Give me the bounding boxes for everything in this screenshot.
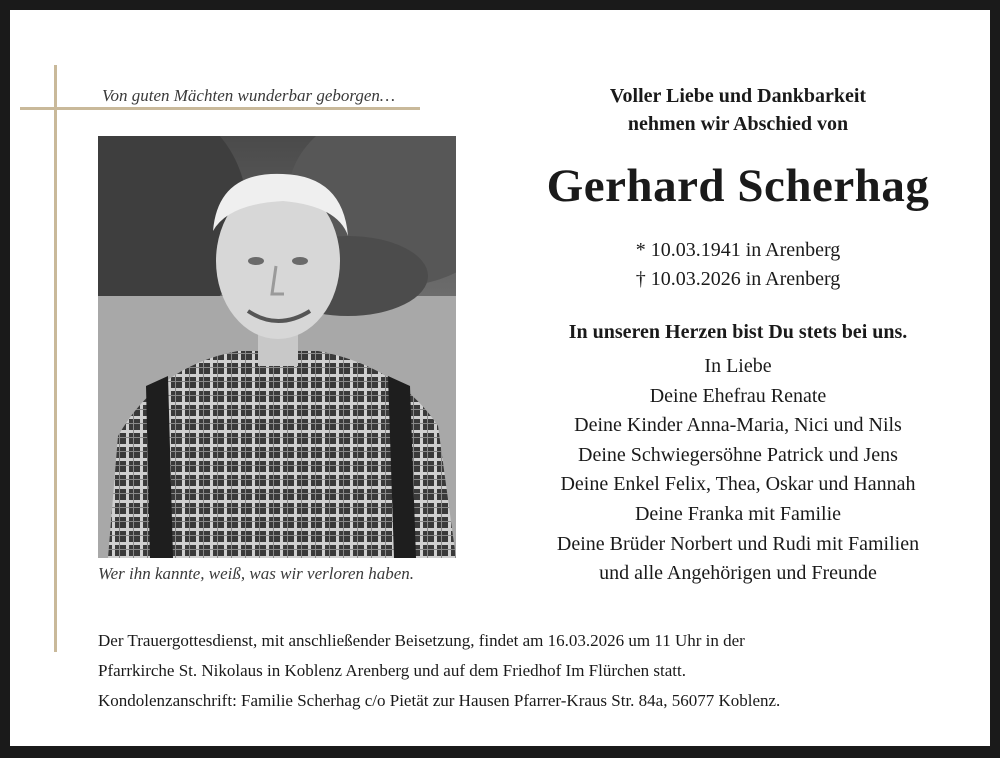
portrait-photo [98,136,456,558]
service-notes [98,626,968,716]
note-line: Der Trauergottesdienst, mit anschließender Beisetzung, findet am 16.03.2026 um 11 Uhr in der [98,631,745,650]
mourner-line: Deine Schwiegersöhne Patrick und Jens [578,443,898,466]
mourner-line: Deine Franka mit Familie [634,502,842,525]
photo-caption: Wer ihn kannte, weiß, was wir verloren haben. [98,564,415,583]
death-date: † 10.03.2026 in Arenberg [635,268,841,290]
life-dates [488,236,988,294]
intro-line: Voller Liebe und Dankbarkeit [609,85,867,107]
obituary-card [10,10,990,746]
mourner-line: und alle Angehörigen und Freunde [599,562,877,585]
cross-horizontal-bar [20,107,420,110]
deceased-name: Gerhard Scherhag [546,160,930,212]
intro-line: nehmen wir Abschied von [627,113,849,135]
mourner-line: In Liebe [704,355,772,377]
cross-vertical-bar [54,65,57,652]
mourner-line: Deine Ehefrau Renate [649,384,827,407]
memorial-line: In unseren Herzen bist Du stets bei uns. [568,321,908,343]
condolence-address: Kondolenzanschrift: Familie Scherhag c/o Pietät zur Hausen Pfarrer-Kraus Str. 84a, 56077 Koblenz. [98,691,781,710]
motto: Von guten Mächten wunderbar geborgen… [102,86,396,105]
mourner-line: Deine Brüder Norbert und Rudi mit Familien [556,532,920,555]
mourners-list [488,352,988,589]
note-line: Pfarrkirche St. Nikolaus in Koblenz Arenberg und auf dem Friedhof Im Flürchen statt. [98,661,686,680]
intro-text [488,82,988,138]
mourner-line: Deine Kinder Anna-Maria, Nici und Nils [574,414,902,437]
mourner-line: Deine Enkel Felix, Thea, Oskar und Hannah [560,473,916,496]
birth-date: * 10.03.1941 in Arenberg [635,239,841,261]
